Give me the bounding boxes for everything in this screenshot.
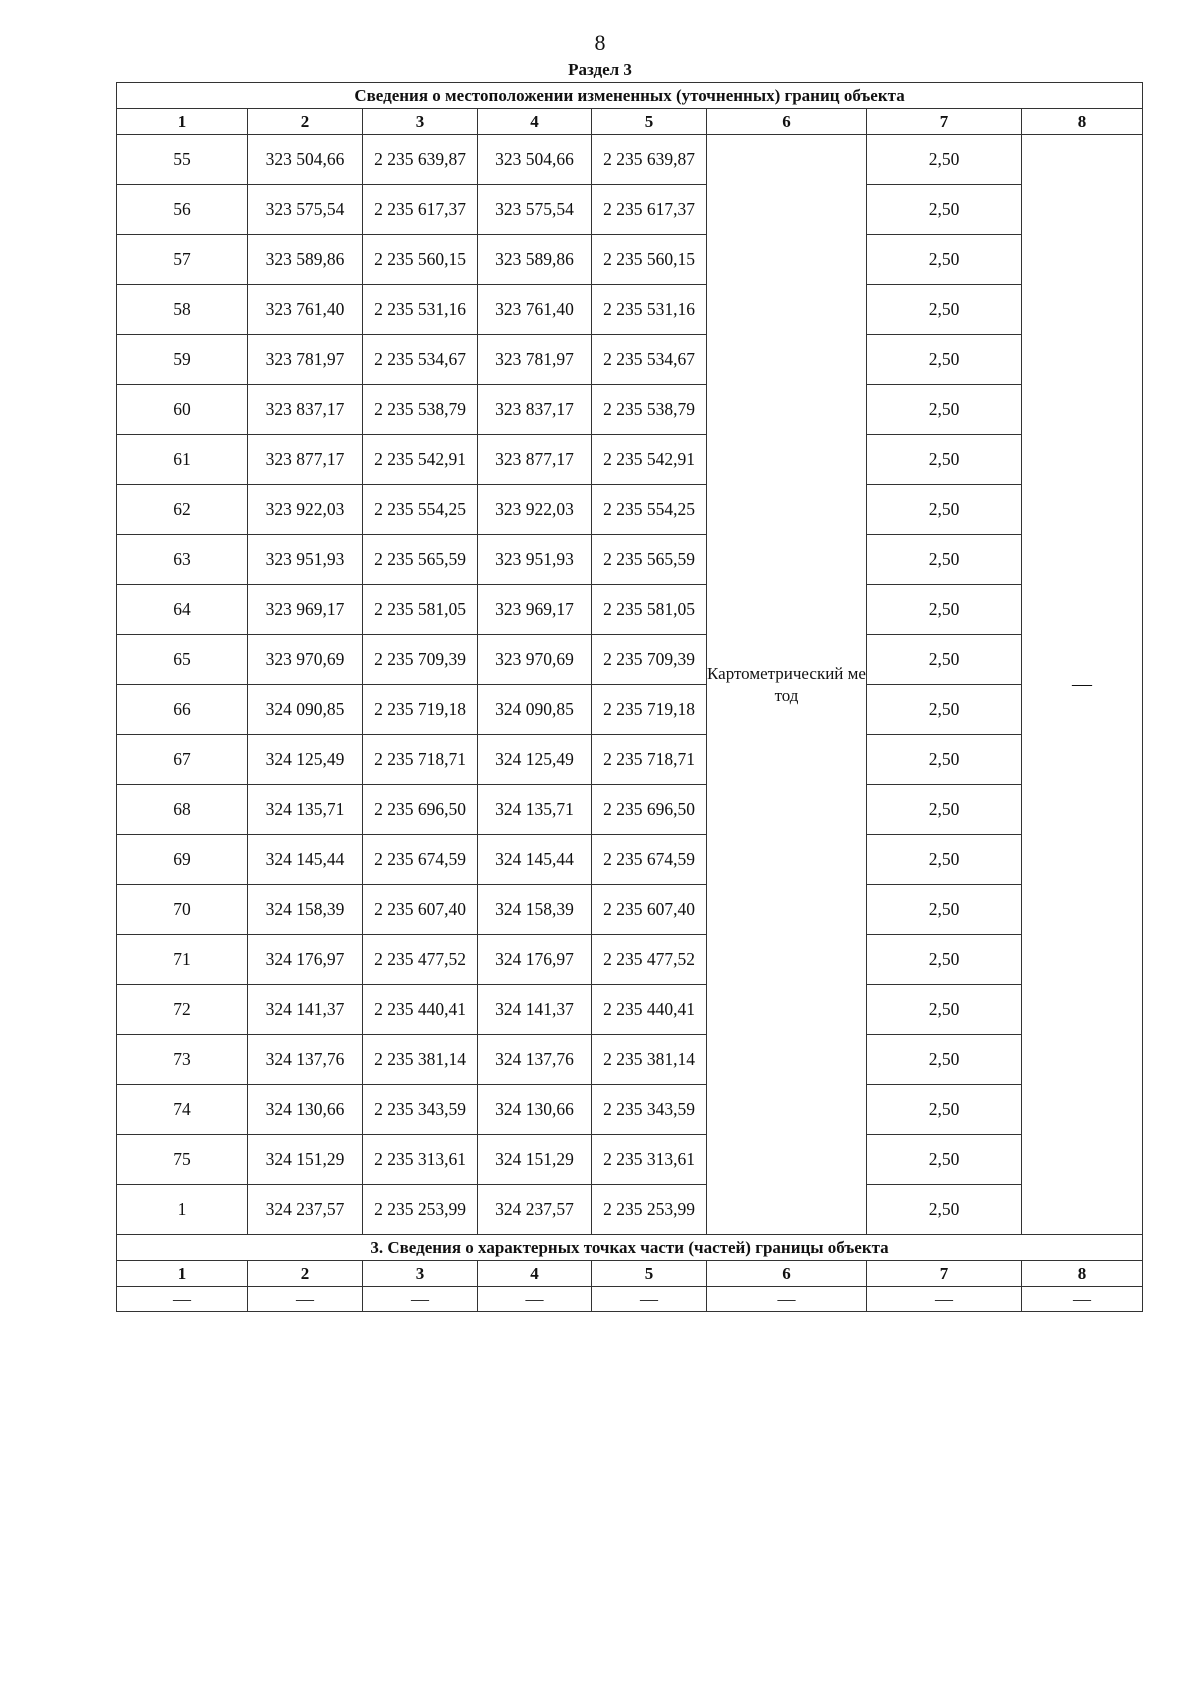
accuracy-cell: 2,50 bbox=[867, 335, 1022, 385]
accuracy-cell: 2,50 bbox=[867, 1035, 1022, 1085]
coordinate-cell: 323 969,17 bbox=[478, 585, 592, 635]
coordinate-cell: 2 235 719,18 bbox=[363, 685, 478, 735]
coordinate-cell: 323 877,17 bbox=[248, 435, 363, 485]
coordinate-cell: 323 589,86 bbox=[248, 235, 363, 285]
coordinate-cell: 323 504,66 bbox=[478, 135, 592, 185]
column-number-row bbox=[117, 109, 1143, 135]
coordinate-cell: 2 235 709,39 bbox=[363, 635, 478, 685]
coordinate-cell: 2 235 607,40 bbox=[363, 885, 478, 935]
part-column-number-cell: 1 bbox=[117, 1261, 248, 1287]
coordinate-cell: 2 235 565,59 bbox=[592, 535, 707, 585]
coordinate-cell: 323 922,03 bbox=[248, 485, 363, 535]
coordinate-cell: 323 837,17 bbox=[248, 385, 363, 435]
coordinate-cell: 324 125,49 bbox=[248, 735, 363, 785]
coordinate-cell: 2 235 531,16 bbox=[363, 285, 478, 335]
column-number-cell: 6 bbox=[707, 109, 867, 135]
coordinate-cell: 2 235 253,99 bbox=[592, 1185, 707, 1235]
coordinate-cell: 2 235 554,25 bbox=[363, 485, 478, 535]
part-column-number-row bbox=[117, 1261, 1143, 1287]
coordinate-cell: 324 158,39 bbox=[248, 885, 363, 935]
coordinate-cell: 2 235 617,37 bbox=[592, 185, 707, 235]
coordinate-cell: 324 141,37 bbox=[248, 985, 363, 1035]
coordinate-cell: 2 235 639,87 bbox=[363, 135, 478, 185]
column-number-cell: 8 bbox=[1022, 109, 1143, 135]
point-number-cell: 63 bbox=[117, 535, 248, 585]
coordinate-cell: 2 235 381,14 bbox=[592, 1035, 707, 1085]
table-row bbox=[117, 885, 1143, 935]
column-number-cell: 5 bbox=[592, 109, 707, 135]
part-column-number-cell: 4 bbox=[478, 1261, 592, 1287]
section-title: Раздел 3 bbox=[568, 60, 632, 79]
coordinate-cell: 324 151,29 bbox=[248, 1135, 363, 1185]
part-cell: — bbox=[1022, 1287, 1143, 1312]
point-number-cell: 75 bbox=[117, 1135, 248, 1185]
part-cell: — bbox=[117, 1287, 248, 1312]
coordinate-cell: 2 235 617,37 bbox=[363, 185, 478, 235]
table-title-row bbox=[117, 83, 1143, 109]
point-number-cell: 56 bbox=[117, 185, 248, 235]
column-number-cell: 7 bbox=[867, 109, 1022, 135]
accuracy-cell: 2,50 bbox=[867, 785, 1022, 835]
accuracy-cell: 2,50 bbox=[867, 235, 1022, 285]
table-row bbox=[117, 185, 1143, 235]
coordinate-cell: 324 176,97 bbox=[478, 935, 592, 985]
coordinate-cell: 2 235 534,67 bbox=[363, 335, 478, 385]
accuracy-cell: 2,50 bbox=[867, 535, 1022, 585]
coordinate-cell: 2 235 674,59 bbox=[363, 835, 478, 885]
table-row bbox=[117, 1185, 1143, 1235]
accuracy-cell: 2,50 bbox=[867, 985, 1022, 1035]
coordinate-cell: 323 504,66 bbox=[248, 135, 363, 185]
method-cell: Картометрический метод bbox=[707, 135, 867, 1235]
point-number-cell: 65 bbox=[117, 635, 248, 685]
coordinate-cell: 323 951,93 bbox=[248, 535, 363, 585]
coordinate-cell: 2 235 581,05 bbox=[592, 585, 707, 635]
description-cell: — bbox=[1022, 135, 1143, 1235]
table-row bbox=[117, 935, 1143, 985]
table-title: Сведения о местоположении измененных (уточненных) границ объекта bbox=[117, 83, 1143, 109]
part-cell: — bbox=[478, 1287, 592, 1312]
coordinate-cell: 324 137,76 bbox=[248, 1035, 363, 1085]
coordinate-cell: 2 235 343,59 bbox=[363, 1085, 478, 1135]
accuracy-cell: 2,50 bbox=[867, 435, 1022, 485]
coordinate-cell: 324 137,76 bbox=[478, 1035, 592, 1085]
point-number-cell: 72 bbox=[117, 985, 248, 1035]
part-cell: — bbox=[248, 1287, 363, 1312]
table-row bbox=[117, 335, 1143, 385]
table-row bbox=[117, 435, 1143, 485]
coordinate-cell: 2 235 696,50 bbox=[363, 785, 478, 835]
coordinate-cell: 2 235 531,16 bbox=[592, 285, 707, 335]
coordinate-cell: 2 235 581,05 bbox=[363, 585, 478, 635]
coordinate-cell: 2 235 534,67 bbox=[592, 335, 707, 385]
coordinate-cell: 324 176,97 bbox=[248, 935, 363, 985]
coordinate-cell: 2 235 560,15 bbox=[363, 235, 478, 285]
table-row bbox=[117, 1135, 1143, 1185]
coordinate-cell: 2 235 313,61 bbox=[592, 1135, 707, 1185]
coordinate-cell: 324 237,57 bbox=[478, 1185, 592, 1235]
coordinate-cell: 2 235 253,99 bbox=[363, 1185, 478, 1235]
coordinate-cell: 324 125,49 bbox=[478, 735, 592, 785]
column-number-cell: 2 bbox=[248, 109, 363, 135]
table-row bbox=[117, 685, 1143, 735]
point-number-cell: 62 bbox=[117, 485, 248, 535]
coordinate-cell: 323 877,17 bbox=[478, 435, 592, 485]
accuracy-cell: 2,50 bbox=[867, 285, 1022, 335]
point-number-cell: 74 bbox=[117, 1085, 248, 1135]
coordinate-cell: 323 761,40 bbox=[248, 285, 363, 335]
coordinate-cell: 323 589,86 bbox=[478, 235, 592, 285]
part-cell: — bbox=[867, 1287, 1022, 1312]
accuracy-cell: 2,50 bbox=[867, 1185, 1022, 1235]
coordinate-cell: 2 235 560,15 bbox=[592, 235, 707, 285]
accuracy-cell: 2,50 bbox=[867, 735, 1022, 785]
table-row bbox=[117, 1035, 1143, 1085]
coordinate-cell: 324 090,85 bbox=[248, 685, 363, 735]
coordinate-cell: 323 922,03 bbox=[478, 485, 592, 535]
coordinate-cell: 324 145,44 bbox=[478, 835, 592, 885]
boundary-coordinates-table bbox=[116, 82, 1143, 1312]
coordinate-cell: 2 235 313,61 bbox=[363, 1135, 478, 1185]
accuracy-cell: 2,50 bbox=[867, 835, 1022, 885]
point-number-cell: 70 bbox=[117, 885, 248, 935]
point-number-cell: 71 bbox=[117, 935, 248, 985]
point-number-cell: 69 bbox=[117, 835, 248, 885]
part-row bbox=[117, 1287, 1143, 1312]
accuracy-cell: 2,50 bbox=[867, 485, 1022, 535]
coordinate-cell: 323 781,97 bbox=[478, 335, 592, 385]
part-column-number-cell: 8 bbox=[1022, 1261, 1143, 1287]
coordinate-cell: 323 970,69 bbox=[478, 635, 592, 685]
part-cell: — bbox=[592, 1287, 707, 1312]
accuracy-cell: 2,50 bbox=[867, 1085, 1022, 1135]
coordinate-cell: 2 235 565,59 bbox=[363, 535, 478, 585]
coordinate-cell: 323 970,69 bbox=[248, 635, 363, 685]
table-body bbox=[117, 83, 1143, 1312]
coordinate-cell: 324 135,71 bbox=[478, 785, 592, 835]
point-number-cell: 55 bbox=[117, 135, 248, 185]
coordinate-cell: 323 969,17 bbox=[248, 585, 363, 635]
coordinate-cell: 2 235 696,50 bbox=[592, 785, 707, 835]
part-cell: — bbox=[707, 1287, 867, 1312]
coordinate-cell: 2 235 607,40 bbox=[592, 885, 707, 935]
accuracy-cell: 2,50 bbox=[867, 885, 1022, 935]
part-column-number-cell: 5 bbox=[592, 1261, 707, 1287]
accuracy-cell: 2,50 bbox=[867, 1135, 1022, 1185]
table-row bbox=[117, 985, 1143, 1035]
page-number: 8 bbox=[594, 30, 606, 55]
coordinate-cell: 2 235 674,59 bbox=[592, 835, 707, 885]
coordinate-cell: 323 951,93 bbox=[478, 535, 592, 585]
coordinate-cell: 323 575,54 bbox=[478, 185, 592, 235]
coordinate-cell: 2 235 440,41 bbox=[592, 985, 707, 1035]
table-row bbox=[117, 135, 1143, 185]
coordinate-cell: 323 781,97 bbox=[248, 335, 363, 385]
accuracy-cell: 2,50 bbox=[867, 685, 1022, 735]
table-row bbox=[117, 785, 1143, 835]
coordinate-cell: 2 235 343,59 bbox=[592, 1085, 707, 1135]
accuracy-cell: 2,50 bbox=[867, 135, 1022, 185]
coordinate-cell: 2 235 538,79 bbox=[363, 385, 478, 435]
table-row bbox=[117, 535, 1143, 585]
point-number-cell: 68 bbox=[117, 785, 248, 835]
accuracy-cell: 2,50 bbox=[867, 385, 1022, 435]
part-column-number-cell: 7 bbox=[867, 1261, 1022, 1287]
coordinate-cell: 2 235 381,14 bbox=[363, 1035, 478, 1085]
point-number-cell: 57 bbox=[117, 235, 248, 285]
point-number-cell: 66 bbox=[117, 685, 248, 735]
coordinate-cell: 2 235 440,41 bbox=[363, 985, 478, 1035]
table-row bbox=[117, 635, 1143, 685]
part-title: 3. Сведения о характерных точках части (частей) границы объекта bbox=[117, 1235, 1143, 1261]
accuracy-cell: 2,50 bbox=[867, 935, 1022, 985]
part-cell: — bbox=[363, 1287, 478, 1312]
coordinate-cell: 323 761,40 bbox=[478, 285, 592, 335]
point-number-cell: 59 bbox=[117, 335, 248, 385]
part-column-number-cell: 6 bbox=[707, 1261, 867, 1287]
accuracy-cell: 2,50 bbox=[867, 585, 1022, 635]
point-number-cell: 58 bbox=[117, 285, 248, 335]
coordinate-cell: 324 158,39 bbox=[478, 885, 592, 935]
point-number-cell: 67 bbox=[117, 735, 248, 785]
accuracy-cell: 2,50 bbox=[867, 635, 1022, 685]
coordinate-cell: 2 235 542,91 bbox=[363, 435, 478, 485]
table-row bbox=[117, 835, 1143, 885]
table-row bbox=[117, 485, 1143, 535]
table-row bbox=[117, 385, 1143, 435]
coordinate-cell: 324 130,66 bbox=[478, 1085, 592, 1135]
column-number-cell: 1 bbox=[117, 109, 248, 135]
coordinate-cell: 324 151,29 bbox=[478, 1135, 592, 1185]
coordinate-cell: 2 235 718,71 bbox=[363, 735, 478, 785]
coordinate-cell: 2 235 718,71 bbox=[592, 735, 707, 785]
coordinate-cell: 2 235 719,18 bbox=[592, 685, 707, 735]
coordinate-cell: 2 235 538,79 bbox=[592, 385, 707, 435]
coordinate-cell: 2 235 709,39 bbox=[592, 635, 707, 685]
point-number-cell: 73 bbox=[117, 1035, 248, 1085]
part-column-number-cell: 3 bbox=[363, 1261, 478, 1287]
part-column-number-cell: 2 bbox=[248, 1261, 363, 1287]
coordinate-cell: 2 235 477,52 bbox=[592, 935, 707, 985]
point-number-cell: 61 bbox=[117, 435, 248, 485]
point-number-cell: 64 bbox=[117, 585, 248, 635]
coordinate-cell: 2 235 477,52 bbox=[363, 935, 478, 985]
coordinate-cell: 324 090,85 bbox=[478, 685, 592, 735]
coordinate-cell: 324 237,57 bbox=[248, 1185, 363, 1235]
table-row bbox=[117, 235, 1143, 285]
column-number-cell: 4 bbox=[478, 109, 592, 135]
coordinate-cell: 324 130,66 bbox=[248, 1085, 363, 1135]
coordinate-cell: 324 145,44 bbox=[248, 835, 363, 885]
table-row bbox=[117, 1085, 1143, 1135]
accuracy-cell: 2,50 bbox=[867, 185, 1022, 235]
table-row bbox=[117, 735, 1143, 785]
point-number-cell: 1 bbox=[117, 1185, 248, 1235]
coordinate-cell: 324 141,37 bbox=[478, 985, 592, 1035]
point-number-cell: 60 bbox=[117, 385, 248, 435]
column-number-cell: 3 bbox=[363, 109, 478, 135]
part-title-row bbox=[117, 1235, 1143, 1261]
coordinate-cell: 323 575,54 bbox=[248, 185, 363, 235]
table-row bbox=[117, 285, 1143, 335]
coordinate-cell: 2 235 639,87 bbox=[592, 135, 707, 185]
coordinate-cell: 324 135,71 bbox=[248, 785, 363, 835]
coordinate-cell: 2 235 542,91 bbox=[592, 435, 707, 485]
coordinate-cell: 323 837,17 bbox=[478, 385, 592, 435]
table-row bbox=[117, 585, 1143, 635]
coordinate-cell: 2 235 554,25 bbox=[592, 485, 707, 535]
